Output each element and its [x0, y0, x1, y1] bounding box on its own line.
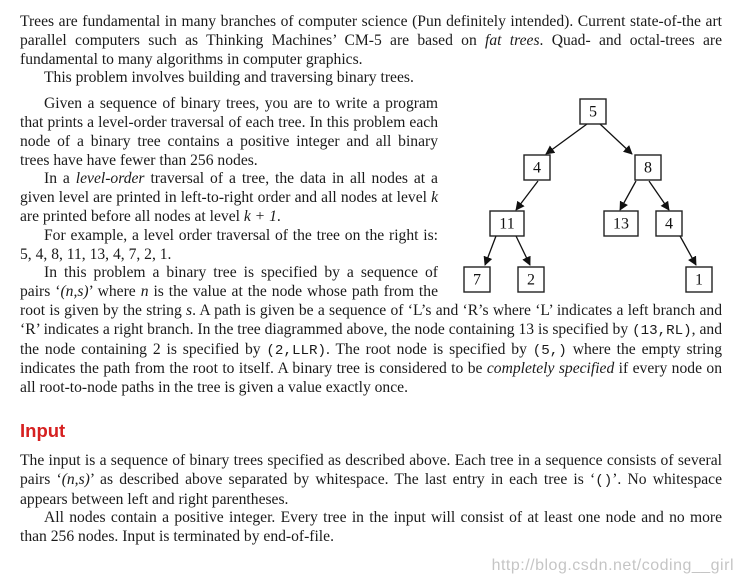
body-paragraph-2: In a level-order traversal of a tree, the data in all nodes at a given level are printed in left-to-right order and all nodes at level k are printed before all nodes at level k + 1. [20, 170, 438, 225]
input-heading: Input [20, 419, 66, 441]
tree-node [656, 211, 682, 236]
watermark: http://blog.csdn.net/coding__girl [491, 557, 734, 574]
body-paragraph-3: For example, a level order traversal of the tree on the right is: 5, 4, 8, 11, 13, 4, 7, 2, 1. [20, 226, 438, 263]
body-paragraph-1: Given a sequence of binary trees, you are to write a program that prints a level-order traversal of each tree. In this problem each node of a binary tree contains a positive integer and all binary trees have have fewer than 256 nodes. [20, 95, 438, 169]
problem-statement [20, 13, 722, 547]
edge-4-11 [516, 181, 538, 210]
tree-node [604, 211, 638, 236]
svg-text:8: 8 [644, 159, 652, 177]
svg-text:4: 4 [533, 159, 541, 177]
edge-5-4 [546, 124, 587, 154]
svg-text:4: 4 [665, 215, 673, 233]
input-paragraph-2: All nodes contain a positive integer. Every tree in the input will consist of at least one node and no more than 256 nodes. Input is terminated by end-of-file. [20, 509, 722, 546]
svg-text:13: 13 [613, 215, 629, 233]
tree-node [464, 267, 490, 292]
input-paragraph-1: The input is a sequence of binary trees specified as described above. Each tree in a sequence consists of several pairs ‘(n,s)’ as described above separated by whitespace. The last entry in each tree is ‘()’. No whitespace appears between left and right parentheses. [20, 451, 723, 508]
tree-node [686, 267, 712, 292]
svg-text:1: 1 [695, 271, 703, 289]
edge-11-2 [516, 236, 530, 265]
intro-paragraph: Trees are fundamental in many branches of computer science (Pun definitely intended). Current state-of-the art parallel computers such as Thinking Machines’ CM-5 are based on fat trees. Quad- and octal-trees are fundamental to many algorithms in computer graphics. [20, 13, 722, 68]
binary-tree-figure [460, 95, 722, 299]
tree-node [524, 155, 550, 180]
svg-text:7: 7 [473, 271, 481, 289]
svg-text:2: 2 [527, 271, 535, 289]
figure-wrap-block [20, 95, 722, 398]
edge-5-8 [600, 124, 632, 154]
tree-node [518, 267, 544, 292]
binary-tree-diagram [460, 95, 722, 299]
edge-4-1 [680, 236, 696, 265]
tree-node [490, 211, 524, 236]
tree-node [635, 155, 661, 180]
body-paragraph-4: In this problem a binary tree is specified by a sequence of pairs ‘(n,s)’ where n is the value at the node whose path from the root is given by the string s. A path is given be a sequence of ‘L’s and ‘R’s where ‘L’ indicates a left branch and ‘R’ indicates a right branch. In the tree diagrammed above, the node containing 13 is specified by (13,RL), and the node containing 2 is specified by (2,LLR). The root node is specified by (5,) where the empty string indicates the path from the root to itself. A binary tree is considered to be completely specified if every node on all root-to-node paths in the tree is given a value exactly once. [20, 264, 723, 397]
edge-11-7 [485, 236, 496, 265]
edge-8-13 [620, 181, 636, 210]
svg-text:5: 5 [589, 103, 597, 121]
edge-8-4 [649, 181, 669, 210]
intro-paragraph-2: This problem involves building and traversing binary trees. [44, 69, 414, 87]
tree-node [580, 99, 606, 124]
svg-text:11: 11 [499, 215, 515, 233]
